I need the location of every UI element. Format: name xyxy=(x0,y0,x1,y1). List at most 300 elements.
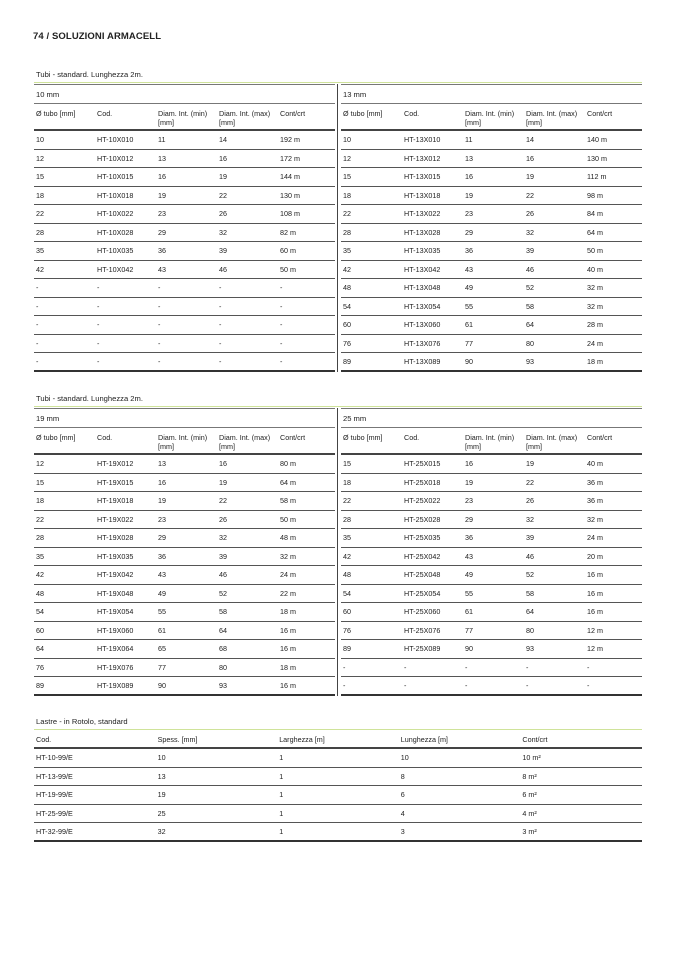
table2-title: Tubi - standard. Lunghezza 2m. xyxy=(36,394,143,403)
table1-divider xyxy=(34,82,642,83)
table-cell: HT-13X054 xyxy=(402,298,463,317)
table-row xyxy=(34,603,335,622)
table-cell: 10 m² xyxy=(520,749,642,768)
table-cell: 54 xyxy=(34,603,95,622)
table-cell: HT-19X060 xyxy=(95,622,156,641)
table-cell: - xyxy=(156,335,217,354)
table-cell: 48 m xyxy=(278,529,335,548)
table-cell: - xyxy=(278,316,335,335)
table-row xyxy=(34,242,335,261)
table-row xyxy=(34,187,335,206)
table-body xyxy=(341,455,642,696)
table-cell: 130 m xyxy=(278,187,335,206)
table-cell: 28 xyxy=(34,224,95,243)
table-cell: 39 xyxy=(524,242,585,261)
table-cell: 50 m xyxy=(278,261,335,280)
table-cell: HT-13X015 xyxy=(402,168,463,187)
table-cell: HT-19X035 xyxy=(95,548,156,567)
table-cell: 16 xyxy=(463,168,524,187)
table-cell: 43 xyxy=(463,548,524,567)
table-row xyxy=(34,659,335,678)
table-cell: 12 m xyxy=(585,640,642,659)
table-cell: 19 xyxy=(463,187,524,206)
table-cell: HT-25X028 xyxy=(402,511,463,530)
table-cell: 90 xyxy=(156,677,217,696)
table-row xyxy=(341,455,642,474)
table-cell: 35 xyxy=(34,548,95,567)
table-row xyxy=(341,474,642,493)
table-cell: 12 m xyxy=(585,622,642,641)
table1 xyxy=(34,84,642,374)
table-cell: 12 xyxy=(34,150,95,169)
table-cell: 28 m xyxy=(585,316,642,335)
table-cell: - xyxy=(278,353,335,372)
table-cell: 52 xyxy=(524,566,585,585)
table-cell: HT-10X042 xyxy=(95,261,156,280)
table-cell: HT-19X015 xyxy=(95,474,156,493)
table-cell: HT-25X089 xyxy=(402,640,463,659)
table-cell: 16 xyxy=(524,150,585,169)
table-cell: 46 xyxy=(217,566,278,585)
table-cell: 19 xyxy=(217,168,278,187)
table-row xyxy=(34,677,335,696)
table-cell: 64 xyxy=(34,640,95,659)
table-cell: 48 xyxy=(341,279,402,298)
table-cell: - xyxy=(156,353,217,372)
table-cell: HT-19X018 xyxy=(95,492,156,511)
table-cell: HT-10X018 xyxy=(95,187,156,206)
table-half-right xyxy=(341,84,642,372)
column-header: Diam. Int. (max) [mm] xyxy=(217,104,278,131)
table-row xyxy=(341,585,642,604)
table-cell: 52 xyxy=(217,585,278,604)
table-cell: 89 xyxy=(34,677,95,696)
column-header: Cod. xyxy=(95,104,156,131)
table-cell: 29 xyxy=(156,224,217,243)
table-cell: - xyxy=(341,659,402,678)
table-cell: 36 xyxy=(156,548,217,567)
table-row xyxy=(34,511,335,530)
table-cell: 32 m xyxy=(585,279,642,298)
table-row xyxy=(341,566,642,585)
column-header: Cont/crt xyxy=(585,428,642,455)
table-cell: 65 xyxy=(156,640,217,659)
table-cell: 90 xyxy=(463,640,524,659)
table3-title: Lastre - in Rotolo, standard xyxy=(36,717,128,726)
table-cell: - xyxy=(95,335,156,354)
table-cell: 32 xyxy=(217,224,278,243)
table-cell: - xyxy=(278,279,335,298)
table-row xyxy=(34,316,335,335)
table-cell: 19 xyxy=(156,786,278,805)
table-body xyxy=(341,131,642,372)
table-cell: HT-25X054 xyxy=(402,585,463,604)
table-cell: HT-25X042 xyxy=(402,548,463,567)
table-row xyxy=(341,603,642,622)
table-cell: 36 xyxy=(463,242,524,261)
table-cell: - xyxy=(34,316,95,335)
table-cell: 76 xyxy=(341,622,402,641)
table-cell: 58 xyxy=(524,585,585,604)
table-cell: - xyxy=(463,659,524,678)
table-header-row xyxy=(34,428,335,455)
table-cell: HT-19X012 xyxy=(95,455,156,474)
table-cell: HT-19X022 xyxy=(95,511,156,530)
table-cell: 10 xyxy=(156,749,278,768)
table-cell: - xyxy=(585,677,642,696)
table-cell: 19 xyxy=(156,187,217,206)
table-cell: - xyxy=(463,677,524,696)
table-cell: 60 xyxy=(341,316,402,335)
table-cell: 16 m xyxy=(278,677,335,696)
table-cell: HT-19X054 xyxy=(95,603,156,622)
table-row xyxy=(34,529,335,548)
table-cell: 49 xyxy=(463,279,524,298)
table-cell: 36 m xyxy=(585,474,642,493)
table-cell: 4 m² xyxy=(520,805,642,824)
table-cell: HT-10X028 xyxy=(95,224,156,243)
table-row xyxy=(34,566,335,585)
table-cell: 32 m xyxy=(585,511,642,530)
table-cell: 36 xyxy=(156,242,217,261)
table-cell: 46 xyxy=(524,548,585,567)
table-cell: 98 m xyxy=(585,187,642,206)
column-divider xyxy=(337,408,338,696)
table-row xyxy=(34,168,335,187)
table-cell: 32 m xyxy=(278,548,335,567)
table-cell: 4 xyxy=(399,805,521,824)
column-header: Ø tubo [mm] xyxy=(34,428,95,455)
table-cell: 42 xyxy=(341,548,402,567)
table-cell: 32 xyxy=(156,823,278,842)
table-cell: HT-13X048 xyxy=(402,279,463,298)
table-cell: - xyxy=(34,298,95,317)
table-cell: 18 m xyxy=(585,353,642,372)
table-cell: 39 xyxy=(524,529,585,548)
table-cell: 77 xyxy=(463,335,524,354)
table-cell: 50 m xyxy=(278,511,335,530)
table-caption: 25 mm xyxy=(341,408,642,428)
table-row xyxy=(341,529,642,548)
table-cell: 32 xyxy=(524,511,585,530)
table-cell: 32 xyxy=(217,529,278,548)
table1-title: Tubi - standard. Lunghezza 2m. xyxy=(36,70,143,79)
table-cell: 39 xyxy=(217,548,278,567)
table-body xyxy=(34,455,335,696)
table-cell: HT-13X010 xyxy=(402,131,463,150)
column-header: Diam. Int. (max) [mm] xyxy=(524,104,585,131)
table-row xyxy=(34,585,335,604)
table-cell: 14 xyxy=(217,131,278,150)
column-header: Cod. xyxy=(402,104,463,131)
column-header: Larghezza [m] xyxy=(277,731,399,749)
table-cell: HT-10X015 xyxy=(95,168,156,187)
table-cell: 8 m² xyxy=(520,768,642,787)
table-cell: 23 xyxy=(463,205,524,224)
table-cell: 55 xyxy=(463,298,524,317)
table-cell: HT-13X012 xyxy=(402,150,463,169)
table-cell: 58 xyxy=(524,298,585,317)
table-row xyxy=(34,749,642,768)
table-cell: 26 xyxy=(217,205,278,224)
table-cell: - xyxy=(34,279,95,298)
table-cell: 14 xyxy=(524,131,585,150)
table-row xyxy=(341,316,642,335)
table-row xyxy=(341,492,642,511)
table-cell: 49 xyxy=(156,585,217,604)
table-row xyxy=(341,677,642,696)
table-cell: 3 m² xyxy=(520,823,642,842)
table-cell: 3 xyxy=(399,823,521,842)
table-cell: 60 m xyxy=(278,242,335,261)
table-cell: 76 xyxy=(341,335,402,354)
table-cell: 19 xyxy=(217,474,278,493)
table-cell: 19 xyxy=(156,492,217,511)
table-cell: 24 m xyxy=(278,566,335,585)
table-cell: 50 m xyxy=(585,242,642,261)
table-cell: 48 xyxy=(341,566,402,585)
table-cell: - xyxy=(95,316,156,335)
table-cell: 11 xyxy=(463,131,524,150)
table-cell: 1 xyxy=(277,805,399,824)
table-cell: 39 xyxy=(217,242,278,261)
table-cell: 80 m xyxy=(278,455,335,474)
table-row xyxy=(341,511,642,530)
column-header: Diam. Int. (min) [mm] xyxy=(463,428,524,455)
table-cell: 23 xyxy=(463,492,524,511)
table-cell: 22 xyxy=(34,205,95,224)
table-cell: 1 xyxy=(277,749,399,768)
table-cell: 80 xyxy=(524,335,585,354)
table-cell: HT-25X018 xyxy=(402,474,463,493)
table-cell: 82 m xyxy=(278,224,335,243)
table-cell: 16 m xyxy=(585,585,642,604)
table-row xyxy=(34,131,335,150)
table-cell: - xyxy=(217,279,278,298)
table-cell: 32 xyxy=(524,224,585,243)
table-cell: HT-19X028 xyxy=(95,529,156,548)
table-cell: - xyxy=(217,335,278,354)
table-cell: 16 xyxy=(217,455,278,474)
table-cell: 29 xyxy=(463,511,524,530)
table-cell: 89 xyxy=(341,353,402,372)
table-cell: 19 xyxy=(463,474,524,493)
table-cell: 1 xyxy=(277,768,399,787)
table-cell: - xyxy=(524,677,585,696)
table-cell: HT-10-99/E xyxy=(34,749,156,768)
table-row xyxy=(341,131,642,150)
table-cell: 18 m xyxy=(278,603,335,622)
table-cell: 108 m xyxy=(278,205,335,224)
table-row xyxy=(341,353,642,372)
table-cell: 16 xyxy=(156,474,217,493)
table-cell: 43 xyxy=(156,566,217,585)
table-cell: - xyxy=(278,298,335,317)
table-cell: 6 xyxy=(399,786,521,805)
table3 xyxy=(34,731,642,842)
table-cell: 76 xyxy=(34,659,95,678)
table-half-right xyxy=(341,408,642,696)
table-cell: 32 m xyxy=(585,298,642,317)
table-cell: 49 xyxy=(463,566,524,585)
page-header: 74 / SOLUZIONI ARMACELL xyxy=(33,31,162,42)
table-body xyxy=(34,131,335,372)
table-cell: 54 xyxy=(341,298,402,317)
table-cell: 18 xyxy=(34,187,95,206)
table-header-row xyxy=(341,104,642,131)
table-row xyxy=(34,205,335,224)
table-cell: 64 xyxy=(524,603,585,622)
table-cell: 35 xyxy=(341,529,402,548)
table-cell: HT-25X035 xyxy=(402,529,463,548)
table-cell: 16 m xyxy=(585,603,642,622)
table-cell: 84 m xyxy=(585,205,642,224)
table-cell: - xyxy=(585,659,642,678)
table-cell: 16 m xyxy=(585,566,642,585)
table-row xyxy=(34,298,335,317)
table-cell: 42 xyxy=(34,566,95,585)
table-row xyxy=(341,279,642,298)
table-row xyxy=(34,150,335,169)
table-cell: 24 m xyxy=(585,529,642,548)
table-cell: 64 xyxy=(524,316,585,335)
table-row xyxy=(34,335,335,354)
table-cell: HT-19X064 xyxy=(95,640,156,659)
table-row xyxy=(34,548,335,567)
table-row xyxy=(341,261,642,280)
table-cell: 61 xyxy=(156,622,217,641)
table-cell: 16 xyxy=(463,455,524,474)
table-cell: 55 xyxy=(156,603,217,622)
table-cell: HT-13-99/E xyxy=(34,768,156,787)
table-cell: 10 xyxy=(341,131,402,150)
table-cell: 42 xyxy=(34,261,95,280)
table-cell: - xyxy=(34,335,95,354)
table-cell: - xyxy=(95,298,156,317)
table-cell: 29 xyxy=(463,224,524,243)
table-cell: - xyxy=(341,677,402,696)
table-row xyxy=(34,805,642,824)
table-cell: 140 m xyxy=(585,131,642,150)
table-caption: 10 mm xyxy=(34,84,335,104)
table-cell: 22 xyxy=(217,492,278,511)
table-cell: 13 xyxy=(156,768,278,787)
column-header: Diam. Int. (min) [mm] xyxy=(156,104,217,131)
table-cell: 64 m xyxy=(278,474,335,493)
table-header-row xyxy=(34,104,335,131)
table-caption: 13 mm xyxy=(341,84,642,104)
table-row xyxy=(341,298,642,317)
table-row xyxy=(34,279,335,298)
column-header: Cont/crt xyxy=(278,428,335,455)
table-cell: - xyxy=(156,279,217,298)
table-cell: HT-25X022 xyxy=(402,492,463,511)
table-cell: 43 xyxy=(156,261,217,280)
table-cell: 29 xyxy=(156,529,217,548)
table-cell: 12 xyxy=(34,455,95,474)
table-cell: - xyxy=(217,316,278,335)
table-cell: HT-13X035 xyxy=(402,242,463,261)
table-cell: - xyxy=(156,316,217,335)
table-cell: - xyxy=(156,298,217,317)
table-cell: 19 xyxy=(524,455,585,474)
table-cell: - xyxy=(278,335,335,354)
table-cell: 18 xyxy=(341,474,402,493)
table-row xyxy=(34,640,335,659)
table-cell: 58 xyxy=(217,603,278,622)
table-row xyxy=(34,455,335,474)
table-cell: HT-10X035 xyxy=(95,242,156,261)
table-cell: 28 xyxy=(34,529,95,548)
table-cell: 1 xyxy=(277,786,399,805)
table-cell: 22 m xyxy=(278,585,335,604)
table-row xyxy=(34,224,335,243)
table-cell: HT-10X010 xyxy=(95,131,156,150)
table-cell: 93 xyxy=(217,677,278,696)
table-cell: 192 m xyxy=(278,131,335,150)
table-cell: 23 xyxy=(156,205,217,224)
table-cell: 46 xyxy=(217,261,278,280)
column-header: Cont/crt xyxy=(278,104,335,131)
table-cell: 77 xyxy=(463,622,524,641)
table-cell: 25 xyxy=(156,805,278,824)
table-cell: HT-10X012 xyxy=(95,150,156,169)
table-cell: 68 xyxy=(217,640,278,659)
table-cell: 11 xyxy=(156,131,217,150)
table-row xyxy=(341,659,642,678)
table-row xyxy=(34,823,642,842)
table-cell: 93 xyxy=(524,640,585,659)
table-header-row xyxy=(34,731,642,749)
table-cell: 20 m xyxy=(585,548,642,567)
table-row xyxy=(341,168,642,187)
table-cell: - xyxy=(95,279,156,298)
table-cell: 22 xyxy=(217,187,278,206)
table-cell: HT-13X060 xyxy=(402,316,463,335)
table3-divider xyxy=(34,729,642,730)
table-cell: - xyxy=(34,353,95,372)
table-cell: 35 xyxy=(34,242,95,261)
table-cell: - xyxy=(217,353,278,372)
table-cell: 42 xyxy=(341,261,402,280)
table-cell: 28 xyxy=(341,224,402,243)
column-header: Diam. Int. (min) [mm] xyxy=(463,104,524,131)
column-header: Cod. xyxy=(95,428,156,455)
table-cell: 80 xyxy=(217,659,278,678)
table-row xyxy=(34,474,335,493)
table-cell: 16 xyxy=(156,168,217,187)
table-cell: 10 xyxy=(399,749,521,768)
table-cell: 130 m xyxy=(585,150,642,169)
table-row xyxy=(34,768,642,787)
table-cell: 40 m xyxy=(585,455,642,474)
table-cell: 15 xyxy=(34,474,95,493)
table-cell: 36 xyxy=(463,529,524,548)
table-cell: 16 xyxy=(217,150,278,169)
table-cell: 61 xyxy=(463,316,524,335)
table-half-left xyxy=(34,84,335,372)
table-cell: 23 xyxy=(156,511,217,530)
table-cell: 22 xyxy=(341,205,402,224)
table-cell: 22 xyxy=(34,511,95,530)
table-cell: 16 m xyxy=(278,640,335,659)
table-cell: 22 xyxy=(341,492,402,511)
table-cell: 19 xyxy=(524,168,585,187)
table-cell: 15 xyxy=(34,168,95,187)
column-header: Diam. Int. (max) [mm] xyxy=(524,428,585,455)
table-cell: 18 m xyxy=(278,659,335,678)
table-row xyxy=(341,335,642,354)
